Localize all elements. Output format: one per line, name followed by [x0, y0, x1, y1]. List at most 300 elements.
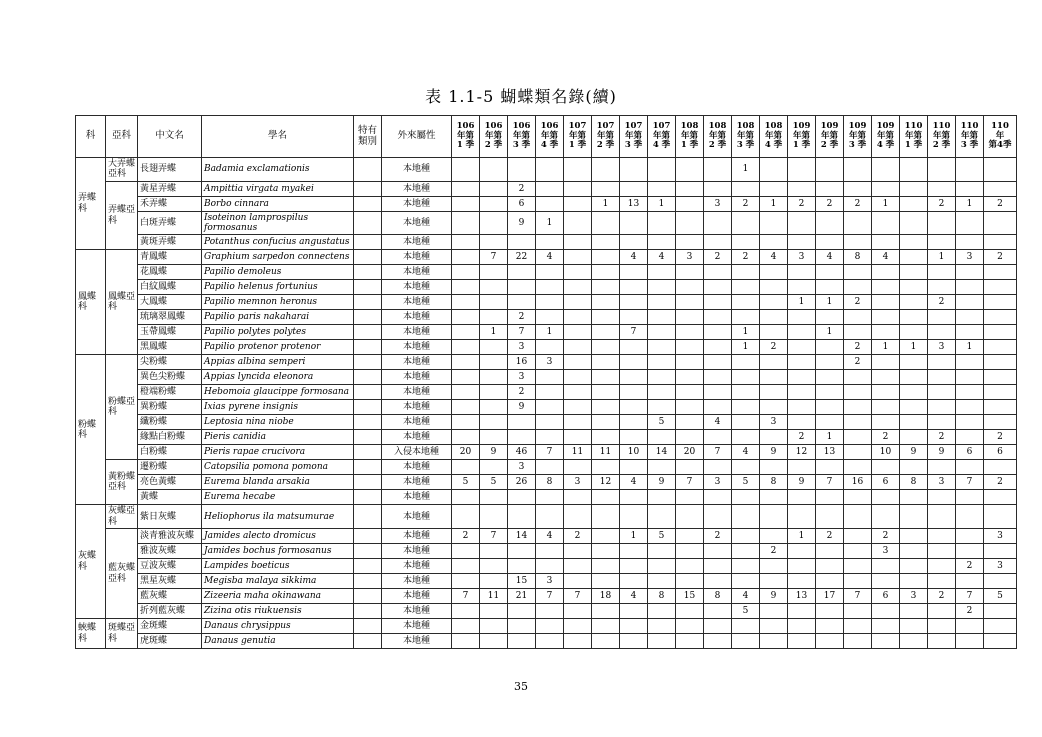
count-cell: 12: [592, 475, 620, 490]
count-cell: [564, 265, 592, 280]
count-cell: [984, 265, 1017, 280]
count-cell: [480, 196, 508, 211]
count-cell: [480, 310, 508, 325]
species-row: [76, 634, 1017, 649]
count-cell: [900, 559, 928, 574]
count-cell: [788, 460, 816, 475]
count-cell: 13: [620, 196, 648, 211]
count-cell: [452, 325, 480, 340]
endemic-cell: [354, 415, 382, 430]
table-header: [76, 116, 1017, 158]
origin-cell: 本地種: [382, 196, 452, 211]
count-cell: [872, 181, 900, 196]
endemic-cell: [354, 490, 382, 505]
count-cell: [844, 505, 872, 529]
count-cell: [480, 544, 508, 559]
count-cell: [788, 181, 816, 196]
count-cell: [984, 340, 1017, 355]
count-cell: [564, 181, 592, 196]
count-cell: [760, 265, 788, 280]
chinese-name-cell: 亮色黃蝶: [138, 475, 202, 490]
count-cell: [564, 604, 592, 619]
count-cell: [704, 490, 732, 505]
count-cell: [480, 158, 508, 182]
count-cell: [760, 505, 788, 529]
count-cell: [564, 280, 592, 295]
count-cell: [928, 325, 956, 340]
count-cell: 2: [984, 196, 1017, 211]
count-cell: [620, 295, 648, 310]
count-cell: [620, 370, 648, 385]
count-cell: [732, 559, 760, 574]
count-cell: [984, 325, 1017, 340]
count-cell: 15: [508, 574, 536, 589]
endemic-cell: [354, 604, 382, 619]
count-cell: 2: [732, 196, 760, 211]
count-cell: [592, 211, 620, 235]
quarter-header: 107 年第 1 季: [564, 116, 592, 158]
count-cell: [872, 490, 900, 505]
chinese-name-cell: 禾弄蝶: [138, 196, 202, 211]
count-cell: [900, 574, 928, 589]
count-cell: 9: [900, 445, 928, 460]
count-cell: [452, 415, 480, 430]
endemic-cell: [354, 589, 382, 604]
count-cell: [760, 295, 788, 310]
count-cell: [788, 211, 816, 235]
count-cell: [592, 619, 620, 634]
count-cell: 1: [620, 529, 648, 544]
count-cell: [844, 604, 872, 619]
count-cell: [452, 280, 480, 295]
count-cell: [676, 295, 704, 310]
count-cell: [452, 385, 480, 400]
count-cell: [816, 310, 844, 325]
count-cell: [564, 400, 592, 415]
count-cell: 4: [872, 250, 900, 265]
count-cell: 3: [704, 475, 732, 490]
count-cell: [564, 634, 592, 649]
count-cell: [648, 544, 676, 559]
count-cell: [620, 265, 648, 280]
count-cell: [536, 310, 564, 325]
count-cell: [760, 559, 788, 574]
count-cell: [788, 559, 816, 574]
count-cell: [956, 211, 984, 235]
count-cell: [956, 529, 984, 544]
count-cell: [872, 634, 900, 649]
scientific-name-cell: Appias lyncida eleonora: [202, 370, 354, 385]
count-cell: [844, 619, 872, 634]
count-cell: [620, 544, 648, 559]
count-cell: [816, 634, 844, 649]
count-cell: 16: [844, 475, 872, 490]
count-cell: 1: [648, 196, 676, 211]
count-cell: [900, 529, 928, 544]
quarter-header: 109 年第 2 季: [816, 116, 844, 158]
count-cell: [648, 400, 676, 415]
count-cell: [480, 604, 508, 619]
count-cell: [928, 310, 956, 325]
count-cell: [508, 559, 536, 574]
count-cell: [844, 445, 872, 460]
family-cell: 灰蝶科: [76, 505, 106, 619]
count-cell: [732, 385, 760, 400]
endemic-cell: [354, 544, 382, 559]
count-cell: [872, 325, 900, 340]
count-cell: [648, 340, 676, 355]
endemic-cell: [354, 280, 382, 295]
count-cell: [620, 505, 648, 529]
endemic-cell: [354, 325, 382, 340]
endemic-cell: [354, 211, 382, 235]
count-cell: [984, 574, 1017, 589]
origin-cell: 本地種: [382, 634, 452, 649]
chinese-name-cell: 纖粉蝶: [138, 415, 202, 430]
family-cell: 蛺蝶科: [76, 619, 106, 649]
count-cell: [760, 634, 788, 649]
count-cell: [648, 211, 676, 235]
count-cell: 3: [508, 340, 536, 355]
family-cell: 鳳蝶科: [76, 250, 106, 355]
count-cell: [900, 490, 928, 505]
origin-cell: 本地種: [382, 559, 452, 574]
count-cell: 1: [816, 295, 844, 310]
count-cell: [956, 265, 984, 280]
subfamily-cell: 弄蝶亞科: [106, 181, 138, 250]
count-cell: [984, 370, 1017, 385]
count-cell: [648, 634, 676, 649]
count-cell: 2: [928, 295, 956, 310]
count-cell: [508, 544, 536, 559]
species-row: [76, 460, 1017, 475]
count-cell: [592, 250, 620, 265]
count-cell: [984, 295, 1017, 310]
species-row: [76, 415, 1017, 430]
count-cell: [704, 325, 732, 340]
count-cell: [956, 325, 984, 340]
count-cell: [480, 355, 508, 370]
count-cell: [760, 385, 788, 400]
origin-cell: 入侵本地種: [382, 445, 452, 460]
count-cell: [732, 544, 760, 559]
endemic-cell: [354, 355, 382, 370]
origin-cell: 本地種: [382, 604, 452, 619]
count-cell: [704, 544, 732, 559]
count-cell: 1: [788, 529, 816, 544]
count-cell: 5: [648, 529, 676, 544]
species-row: [76, 295, 1017, 310]
scientific-name-cell: Danaus chrysippus: [202, 619, 354, 634]
count-cell: 4: [816, 250, 844, 265]
count-cell: [704, 430, 732, 445]
count-cell: [452, 559, 480, 574]
count-cell: [592, 604, 620, 619]
count-cell: [480, 559, 508, 574]
count-cell: [452, 196, 480, 211]
count-cell: 22: [508, 250, 536, 265]
count-cell: 2: [872, 529, 900, 544]
count-cell: [816, 574, 844, 589]
count-cell: [956, 460, 984, 475]
count-cell: [704, 634, 732, 649]
count-cell: [788, 415, 816, 430]
count-cell: [676, 505, 704, 529]
count-cell: [480, 634, 508, 649]
subfamily-cell: 粉蝶亞科: [106, 355, 138, 460]
chinese-name-cell: 折列藍灰蝶: [138, 604, 202, 619]
count-cell: [620, 574, 648, 589]
count-cell: 6: [872, 475, 900, 490]
species-row: [76, 310, 1017, 325]
endemic-category-header: 特有 類別: [354, 116, 382, 158]
count-cell: [844, 529, 872, 544]
count-cell: [452, 505, 480, 529]
origin-cell: 本地種: [382, 158, 452, 182]
species-row: [76, 589, 1017, 604]
count-cell: [844, 460, 872, 475]
count-cell: [872, 505, 900, 529]
count-cell: [844, 280, 872, 295]
subfamily-cell: 黃粉蝶亞科: [106, 460, 138, 505]
scientific-name-cell: Graphium sarpedon connectens: [202, 250, 354, 265]
count-cell: [928, 158, 956, 182]
count-cell: [620, 211, 648, 235]
count-cell: [900, 415, 928, 430]
count-cell: [564, 544, 592, 559]
origin-cell: 本地種: [382, 295, 452, 310]
count-cell: [760, 158, 788, 182]
count-cell: [844, 158, 872, 182]
count-cell: [872, 574, 900, 589]
count-cell: [928, 619, 956, 634]
species-row: [76, 250, 1017, 265]
quarter-header: 108 年第 2 季: [704, 116, 732, 158]
count-cell: 9: [508, 211, 536, 235]
count-cell: [928, 235, 956, 250]
species-row: [76, 574, 1017, 589]
count-cell: [676, 340, 704, 355]
count-cell: [564, 235, 592, 250]
count-cell: [928, 265, 956, 280]
count-cell: [676, 634, 704, 649]
count-cell: [564, 430, 592, 445]
count-cell: [536, 181, 564, 196]
count-cell: 9: [648, 475, 676, 490]
count-cell: 1: [592, 196, 620, 211]
count-cell: [676, 619, 704, 634]
count-cell: 7: [816, 475, 844, 490]
count-cell: [480, 235, 508, 250]
scientific-name-cell: Papilio paris nakaharai: [202, 310, 354, 325]
count-cell: [732, 460, 760, 475]
count-cell: 18: [592, 589, 620, 604]
count-cell: [956, 181, 984, 196]
count-cell: 3: [956, 250, 984, 265]
species-row: [76, 490, 1017, 505]
count-cell: [984, 385, 1017, 400]
count-cell: 9: [788, 475, 816, 490]
count-cell: 3: [928, 340, 956, 355]
count-cell: [536, 604, 564, 619]
count-cell: [872, 310, 900, 325]
count-cell: [480, 619, 508, 634]
count-cell: [620, 634, 648, 649]
count-cell: 12: [788, 445, 816, 460]
scientific-name-cell: Ixias pyrene insignis: [202, 400, 354, 415]
subfamily-cell: 斑蝶亞科: [106, 619, 138, 649]
scientific-name-cell: Isoteinon lamprospilus formosanus: [202, 211, 354, 235]
count-cell: [592, 430, 620, 445]
count-cell: [816, 211, 844, 235]
scientific-name-cell: Zizeeria maha okinawana: [202, 589, 354, 604]
count-cell: [536, 265, 564, 280]
count-cell: [900, 280, 928, 295]
count-cell: [760, 430, 788, 445]
origin-cell: 本地種: [382, 385, 452, 400]
count-cell: [564, 158, 592, 182]
count-cell: [816, 235, 844, 250]
count-cell: 2: [816, 196, 844, 211]
chinese-name-cell: 白斑弄蝶: [138, 211, 202, 235]
count-cell: [480, 505, 508, 529]
count-cell: [592, 415, 620, 430]
count-cell: 3: [536, 355, 564, 370]
chinese-name-cell: 黃蝶: [138, 490, 202, 505]
count-cell: [844, 235, 872, 250]
count-cell: [732, 211, 760, 235]
chinese-name-cell: 黃斑弄蝶: [138, 235, 202, 250]
count-cell: [900, 505, 928, 529]
count-cell: [592, 385, 620, 400]
count-cell: [564, 559, 592, 574]
count-cell: [760, 280, 788, 295]
count-cell: [900, 211, 928, 235]
count-cell: [956, 574, 984, 589]
count-cell: [732, 235, 760, 250]
count-cell: [816, 400, 844, 415]
endemic-cell: [354, 505, 382, 529]
count-cell: 1: [480, 325, 508, 340]
count-cell: [676, 460, 704, 475]
count-cell: [592, 340, 620, 355]
count-cell: [536, 280, 564, 295]
count-cell: [536, 196, 564, 211]
count-cell: [928, 559, 956, 574]
count-cell: [816, 604, 844, 619]
count-cell: [536, 505, 564, 529]
count-cell: [900, 235, 928, 250]
chinese-name-cell: 紫日灰蝶: [138, 505, 202, 529]
count-cell: [872, 355, 900, 370]
count-cell: 4: [536, 529, 564, 544]
count-cell: 2: [508, 385, 536, 400]
count-cell: [928, 280, 956, 295]
scientific-name-cell: Ampittia virgata myakei: [202, 181, 354, 196]
chinese-name-cell: 琉璃翠鳳蝶: [138, 310, 202, 325]
butterfly-species-table: [75, 115, 1017, 649]
origin-cell: 本地種: [382, 529, 452, 544]
count-cell: [900, 181, 928, 196]
count-cell: [928, 574, 956, 589]
count-cell: 3: [872, 544, 900, 559]
species-row: [76, 505, 1017, 529]
scientific-name-cell: Papilio polytes polytes: [202, 325, 354, 340]
count-cell: [508, 490, 536, 505]
count-cell: [788, 370, 816, 385]
count-cell: 2: [872, 430, 900, 445]
count-cell: [620, 400, 648, 415]
count-cell: 4: [732, 445, 760, 460]
chinese-name-cell: 金斑蝶: [138, 619, 202, 634]
count-cell: [648, 385, 676, 400]
count-cell: 4: [648, 250, 676, 265]
count-cell: [956, 544, 984, 559]
count-cell: [816, 370, 844, 385]
count-cell: [648, 604, 676, 619]
count-cell: 16: [508, 355, 536, 370]
chinese-name-cell: 異粉蝶: [138, 400, 202, 415]
species-row: [76, 325, 1017, 340]
count-cell: [872, 415, 900, 430]
count-cell: [564, 355, 592, 370]
count-cell: [620, 604, 648, 619]
count-cell: [956, 235, 984, 250]
count-cell: [900, 460, 928, 475]
count-cell: [480, 400, 508, 415]
origin-cell: 本地種: [382, 310, 452, 325]
count-cell: [620, 181, 648, 196]
count-cell: [704, 211, 732, 235]
count-cell: 1: [732, 158, 760, 182]
count-cell: [564, 505, 592, 529]
count-cell: 15: [676, 589, 704, 604]
quarter-header: 109 年第 1 季: [788, 116, 816, 158]
count-cell: [452, 370, 480, 385]
count-cell: [452, 340, 480, 355]
count-cell: [704, 235, 732, 250]
count-cell: [508, 280, 536, 295]
page-number: 35: [514, 680, 528, 693]
endemic-cell: [354, 385, 382, 400]
chinese-name-cell: 黃星弄蝶: [138, 181, 202, 196]
species-row: [76, 235, 1017, 250]
count-cell: 3: [564, 475, 592, 490]
count-cell: 2: [788, 196, 816, 211]
count-cell: [592, 559, 620, 574]
count-cell: [676, 544, 704, 559]
count-cell: [956, 158, 984, 182]
species-row: [76, 544, 1017, 559]
origin-cell: 本地種: [382, 325, 452, 340]
origin-cell: 本地種: [382, 370, 452, 385]
count-cell: [452, 604, 480, 619]
count-cell: [536, 559, 564, 574]
count-cell: [928, 355, 956, 370]
count-cell: [956, 370, 984, 385]
scientific-name-cell: Papilio helenus fortunius: [202, 280, 354, 295]
quarter-header: 108 年第 1 季: [676, 116, 704, 158]
count-cell: [872, 385, 900, 400]
chinese-name-cell: 白紋鳳蝶: [138, 280, 202, 295]
count-cell: [760, 235, 788, 250]
count-cell: 8: [844, 250, 872, 265]
count-cell: [676, 370, 704, 385]
count-cell: 1: [956, 340, 984, 355]
count-cell: [732, 400, 760, 415]
endemic-cell: [354, 475, 382, 490]
count-cell: 4: [760, 250, 788, 265]
